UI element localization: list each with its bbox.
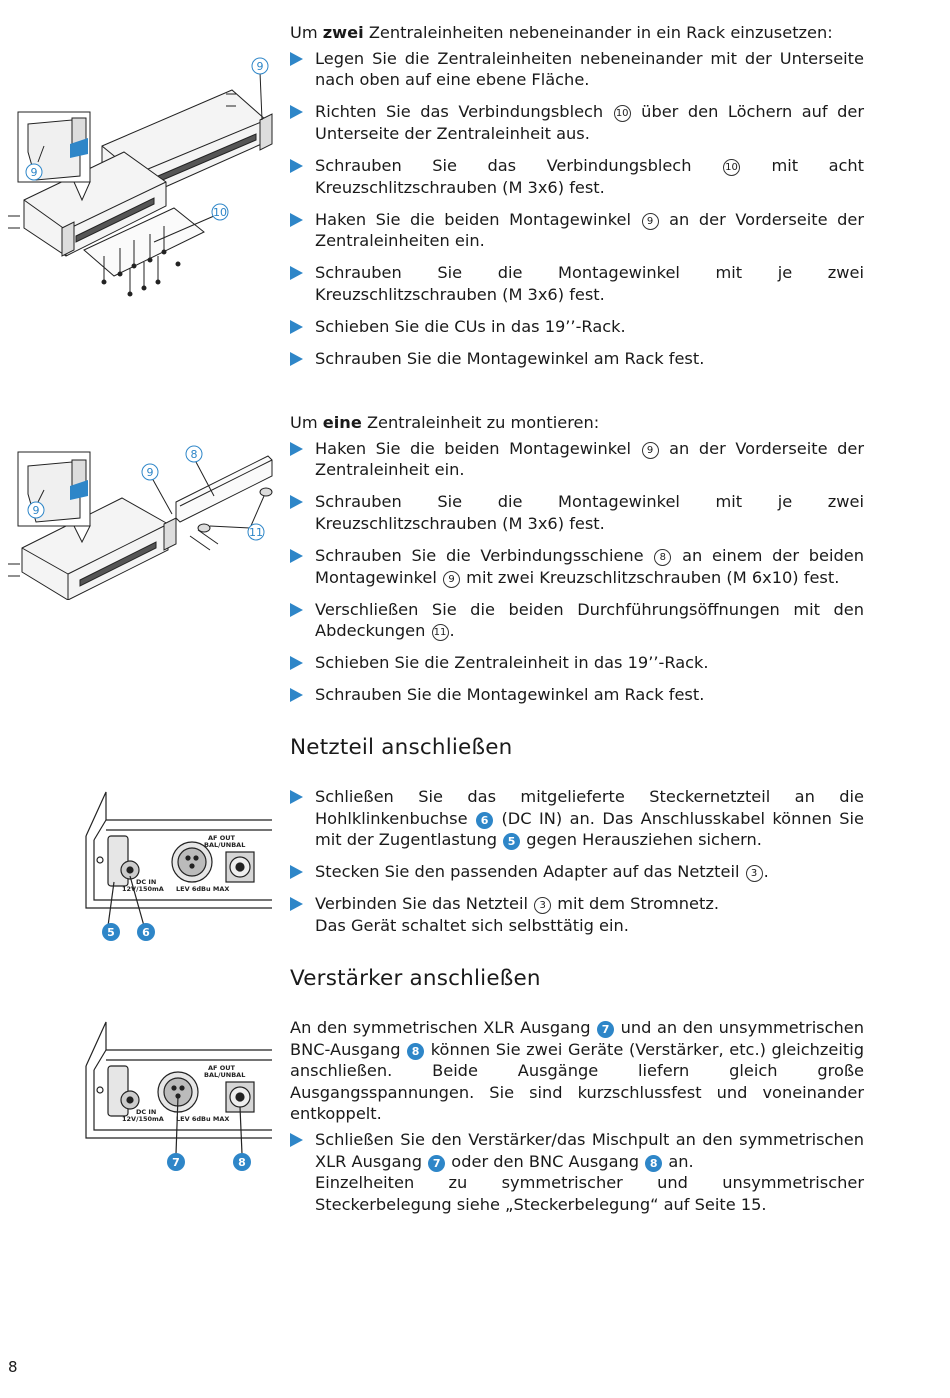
step-item: Haken Sie die beiden Montagewinkel 9 an der Vorderseite der Zentraleinheiten ein. [290, 209, 864, 252]
panel-label-af-out: AF OUT [208, 1064, 235, 1072]
steps-list-verstaerker [290, 1129, 864, 1215]
panel-label-bal: BAL/UNBAL [204, 1071, 246, 1079]
step-item: Haken Sie die beiden Montagewinkel 9 an der Vorderseite der Zentraleinheit ein. [290, 438, 864, 481]
callout-9-inset: 9 [30, 166, 38, 179]
step-item: Verbinden Sie das Netzteil 3 mit dem Stromnetz. Das Gerät schaltet sich selbsttätig ein. [290, 893, 864, 936]
arrow-bullet-icon [290, 603, 303, 617]
arrow-bullet-icon [290, 352, 303, 366]
ref-callout: 9 [443, 571, 460, 588]
callout-5: 5 [107, 926, 115, 939]
ref-callout: 8 [654, 549, 671, 566]
ref-callout: 5 [503, 833, 520, 850]
callout-8: 8 [190, 448, 198, 461]
arrow-bullet-icon [290, 320, 303, 334]
section-single-unit [290, 412, 864, 717]
rack-mount-two-units-illustration [4, 50, 286, 300]
ref-callout: 8 [645, 1155, 662, 1172]
rack-mount-single-unit-illustration [4, 440, 286, 600]
arrow-bullet-icon [290, 52, 303, 66]
panel-label-voltage: 12V/150mA [122, 885, 164, 893]
panel-label-dc-in: DC IN [136, 1108, 157, 1116]
step-item: Richten Sie das Verbindungsblech 10 über den Löchern auf der Unterseite der Zentraleinheit aus. [290, 101, 864, 144]
ref-callout: 8 [407, 1043, 424, 1060]
step-item: Schließen Sie den Verstärker/das Mischpult an den symmetrischen XLR Ausgang 7 oder den BNC Ausgang 8 an. Einzelheiten zu symmetrischer und unsymmetrischer Steckerbelegung siehe „Steckerbelegung“ auf Seite 15. [290, 1129, 864, 1215]
panel-label-voltage: 12V/150mA [122, 1115, 164, 1123]
callout-9: 9 [146, 466, 154, 479]
step-item: Schrauben Sie die Verbindungsschiene 8 an einem der beiden Montagewinkel 9 mit zwei Kreuzschlitzschrauben (M 6x10) fest. [290, 545, 864, 588]
step-item: Legen Sie die Zentraleinheiten nebeneinander mit der Unterseite nach oben auf eine ebene Fläche. [290, 48, 864, 91]
arrow-bullet-icon [290, 105, 303, 119]
step-item: Schrauben Sie die Montagewinkel mit je zwei Kreuzschlitzschrauben (M 3x6) fest. [290, 262, 864, 305]
panel-label-dc-in: DC IN [136, 878, 157, 886]
arrow-bullet-icon [290, 442, 303, 456]
ref-callout: 3 [746, 865, 763, 882]
power-connection-panel-illustration [84, 790, 274, 950]
ref-callout: 10 [614, 105, 631, 122]
heading-verstaerker: Verstärker anschließen [290, 966, 541, 991]
callout-7: 7 [172, 1156, 180, 1169]
arrow-bullet-icon [290, 790, 303, 804]
ref-callout: 3 [534, 897, 551, 914]
step-item: Schließen Sie das mitgelieferte Steckernetzteil an die Hohlklinkenbuchse 6 (DC IN) an. Das Anschlusskabel können Sie mit der Zugentlastung 5 gegen Herausziehen sichern. [290, 786, 864, 851]
amplifier-connection-panel-illustration [84, 1020, 274, 1180]
panel-label-bal: BAL/UNBAL [204, 841, 246, 849]
step-item: Schrauben Sie die Montagewinkel mit je zwei Kreuzschlitzschrauben (M 3x6) fest. [290, 491, 864, 534]
step-item: Schrauben Sie das Verbindungsblech 10 mit acht Kreuzschlitzschrauben (M 3x6) fest. [290, 155, 864, 198]
ref-callout: 7 [597, 1021, 614, 1038]
section-verstaerker [290, 1017, 864, 1226]
ref-callout: 7 [428, 1155, 445, 1172]
arrow-bullet-icon [290, 897, 303, 911]
step-item: Stecken Sie den passenden Adapter auf das Netzteil 3 . [290, 861, 864, 883]
callout-10: 10 [213, 206, 227, 219]
arrow-bullet-icon [290, 688, 303, 702]
heading-netzteil: Netzteil anschließen [290, 735, 513, 760]
arrow-bullet-icon [290, 865, 303, 879]
section-two-units-intro: Um zwei Zentraleinheiten nebeneinander in ein Rack einzusetzen: [290, 23, 833, 42]
callout-11: 11 [249, 526, 263, 539]
ref-callout: 9 [642, 213, 659, 230]
callout-9-top: 9 [256, 60, 264, 73]
page-number: 8 [8, 1358, 18, 1376]
step-item: Schrauben Sie die Montagewinkel am Rack fest. [290, 684, 864, 706]
arrow-bullet-icon [290, 1133, 303, 1147]
paragraph-outputs: An den symmetrischen XLR Ausgang 7 und an den unsymmetrischen BNC-Ausgang 8 können Sie zwei Geräte (Verstärker, etc.) gleichzeitig anschließen. Beide Ausgänge liefern gleich große Ausgangsspannungen. Sie sind kurzschlussfest und voneinander entkoppelt. [290, 1018, 864, 1124]
panel-label-af-out: AF OUT [208, 834, 235, 842]
arrow-bullet-icon [290, 549, 303, 563]
ref-callout: 11 [432, 624, 449, 641]
callout-8: 8 [238, 1156, 246, 1169]
step-item: Schrauben Sie die Montagewinkel am Rack fest. [290, 348, 864, 370]
arrow-bullet-icon [290, 159, 303, 173]
section-two-units [290, 22, 864, 380]
steps-list-netzteil [290, 786, 864, 937]
ref-callout: 6 [476, 812, 493, 829]
steps-list-two-units [290, 48, 864, 370]
panel-label-lev: LEV 6dBu MAX [176, 1115, 230, 1123]
callout-6: 6 [142, 926, 150, 939]
step-item: Verschließen Sie die beiden Durchführungsöffnungen mit den Abdeckungen 11 . [290, 599, 864, 642]
step-item: Schieben Sie die Zentraleinheit in das 19’’-Rack. [290, 652, 864, 674]
arrow-bullet-icon [290, 266, 303, 280]
panel-label-lev: LEV 6dBu MAX [176, 885, 230, 893]
arrow-bullet-icon [290, 656, 303, 670]
steps-list-single-unit [290, 438, 864, 706]
section-single-unit-intro: Um eine Zentraleinheit zu montieren: [290, 413, 600, 432]
ref-callout: 9 [642, 442, 659, 459]
ref-callout: 10 [723, 159, 740, 176]
arrow-bullet-icon [290, 495, 303, 509]
section-netzteil [290, 786, 864, 947]
step-item: Schieben Sie die CUs in das 19’’-Rack. [290, 316, 864, 338]
arrow-bullet-icon [290, 213, 303, 227]
callout-9-inset: 9 [32, 504, 40, 517]
